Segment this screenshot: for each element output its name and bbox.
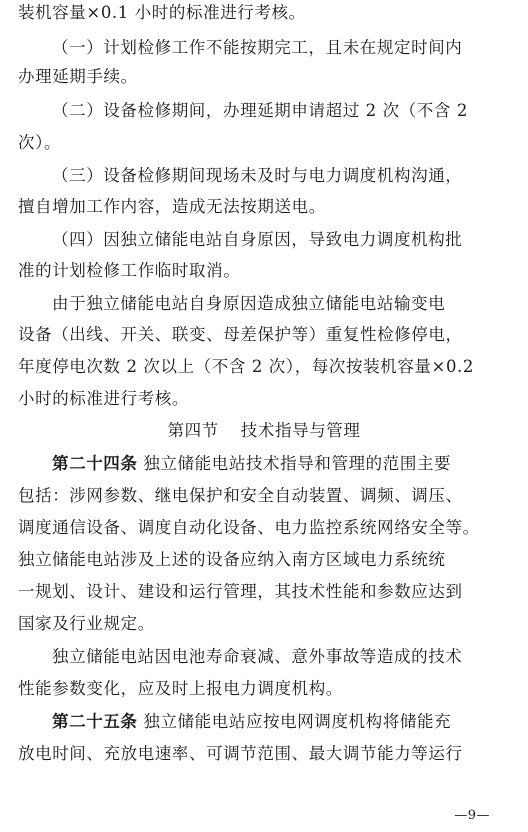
article-25-first-line [52,712,510,732]
text-line: 准的计划检修工作临时取消。 [18,261,241,280]
text-line: 包括：涉网参数、继电保护和安全自动装置、调频、调压、 [18,486,463,505]
text-line: 一规划、设计、建设和运行管理，其技术性能和参数应达到 [18,582,463,601]
section-heading [0,421,528,441]
text-line: （四）因独立储能电站自身原因，导致电力调度机构批 [52,230,463,249]
text-line: 由于独立储能电站自身原因造成独立储能电站输变电 [52,294,446,313]
text-line: 年度停电次数 2 次以上（不含 2 次），每次按装机容量×0.2 [18,357,474,376]
article-25-label: 第二十五条 [52,712,138,731]
article-25-text: 独立储能电站应按电网调度机构将储能充 [143,712,452,731]
text-line: 小时的标准进行考核。 [18,389,189,408]
text-line: 独立储能电站因电池寿命衰减、意外事故等造成的技术 [52,647,463,666]
section-number: 第四节 [167,421,219,440]
article-24-first-line [52,454,510,474]
article-24-label: 第二十四条 [52,454,138,473]
article-24-text: 独立储能电站技术指导和管理的范围主要 [143,454,452,473]
text-line: 装机容量×0.1 小时的标准进行考核。 [18,3,306,22]
text-line: 国家及行业规定。 [18,614,155,633]
text-line: 设备（出线、开关、联变、母差保护等）重复性检修停电， [18,325,463,344]
text-line: 性能参数变化，应及时上报电力调度机构。 [18,679,343,698]
text-line: 独立储能电站涉及上述的设备应纳入南方区域电力系统统 [18,550,446,569]
text-line: （二）设备检修期间，办理延期申请超过 2 次（不含 2 [52,101,468,120]
text-line: （一）计划检修工作不能按期完工，且未在规定时间内 [52,38,463,57]
text-line: 放电时间、充放电速率、可调节范围、最大调节能力等运行 [18,744,463,763]
text-line: 调度通信设备、调度自动化设备、电力监控系统网络安全等。 [18,518,480,537]
text-line: （三）设备检修期间现场未及时与电力调度机构沟通， [52,166,463,185]
text-line: 次）。 [18,133,62,152]
section-title: 技术指导与管理 [240,421,361,440]
page-number: —9— [454,808,490,823]
text-line: 擅自增加工作内容，造成无法按期送电。 [18,197,326,216]
text-line: 办理延期手续。 [18,67,138,86]
